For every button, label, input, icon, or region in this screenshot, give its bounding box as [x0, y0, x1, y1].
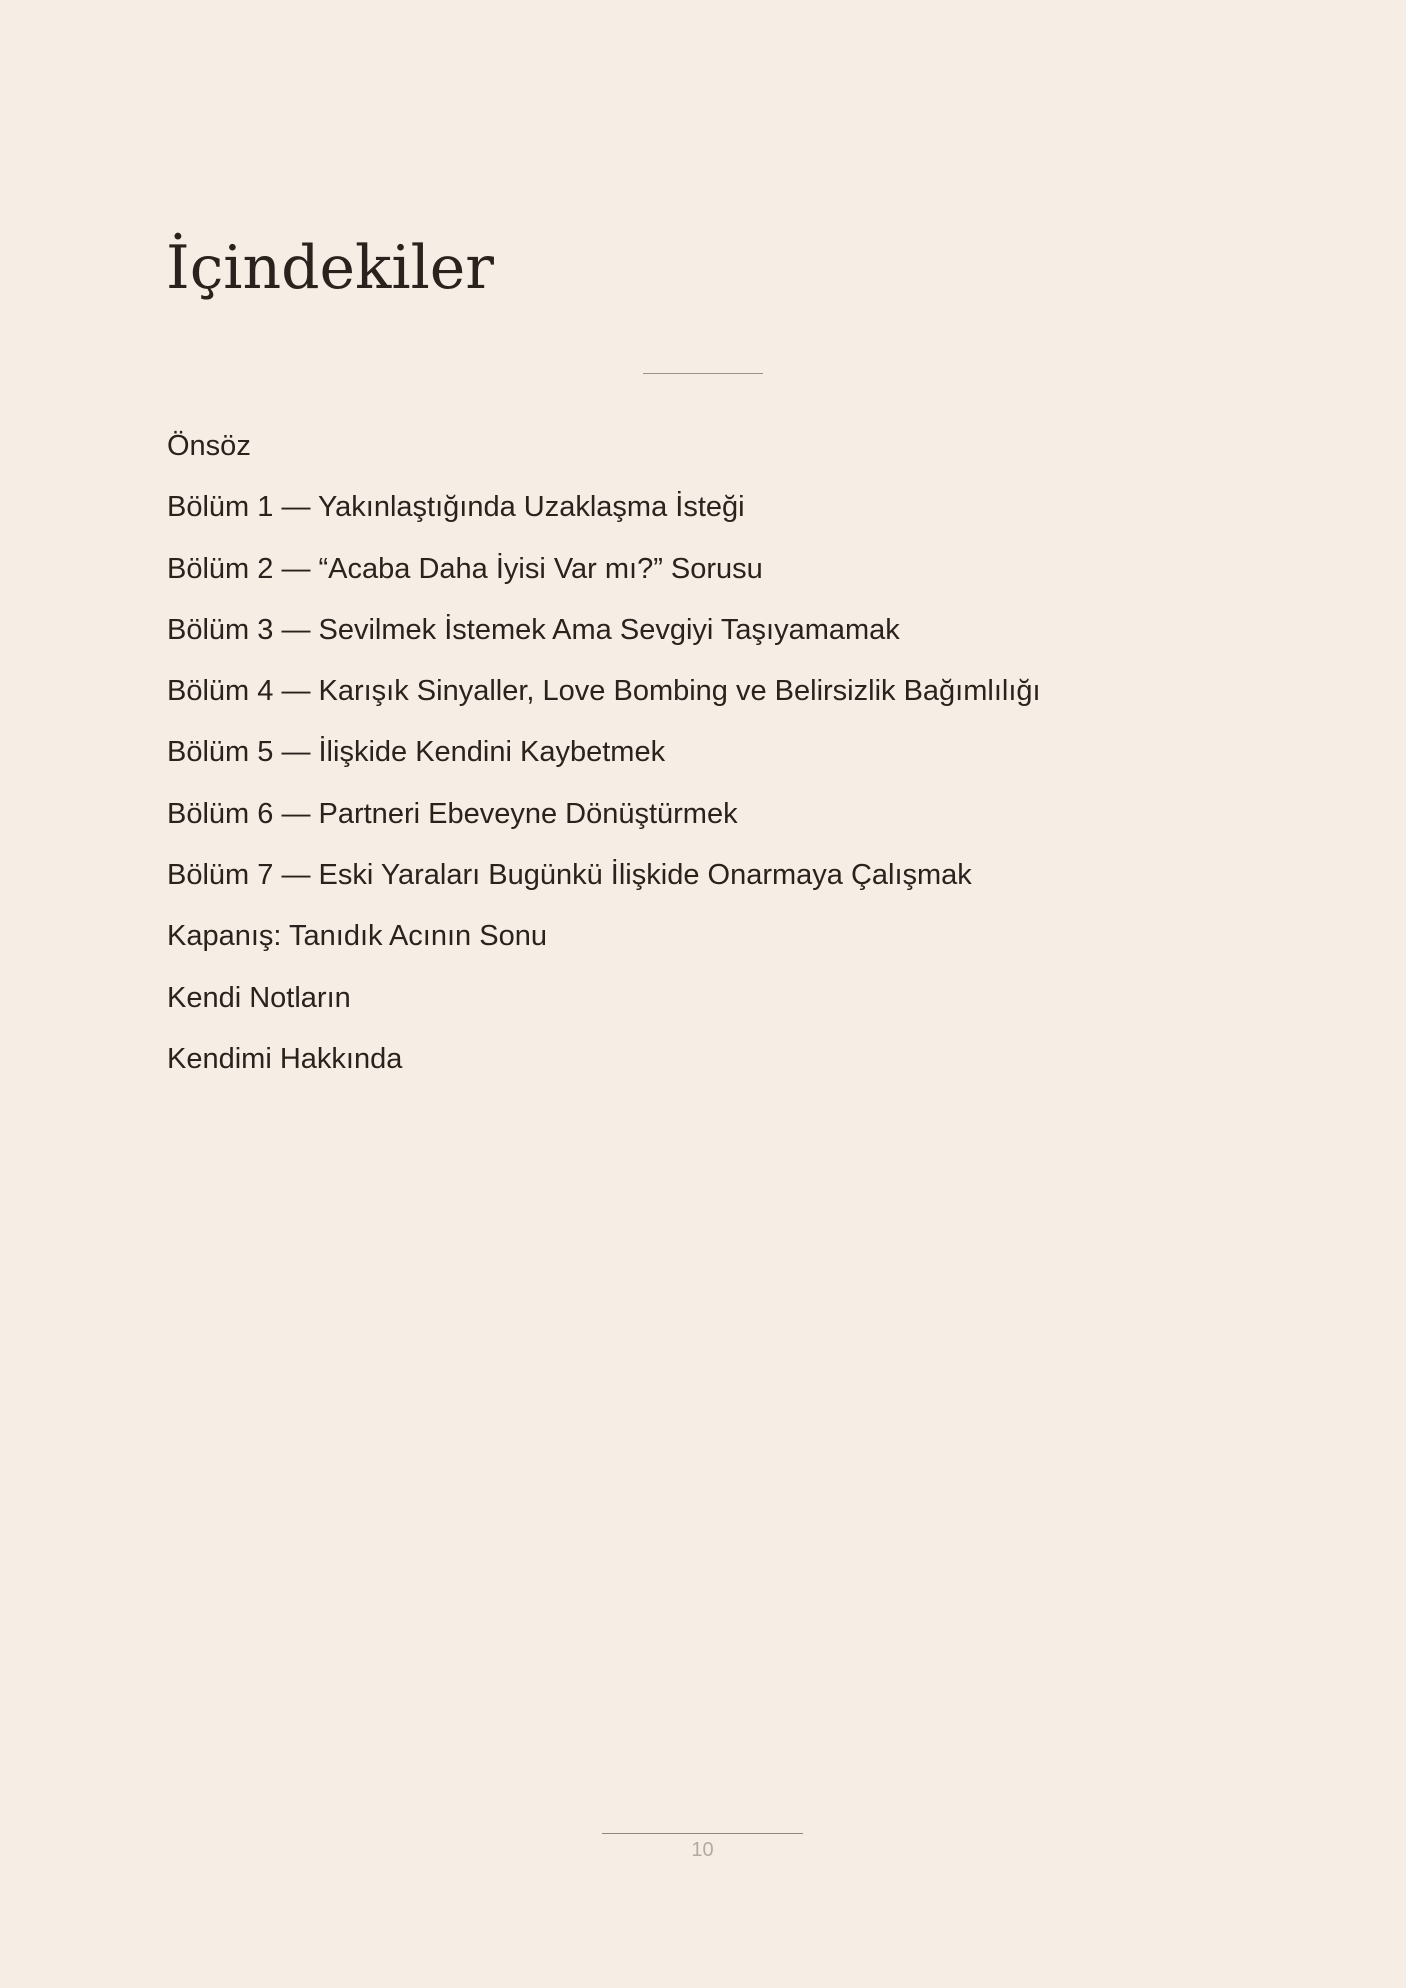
- toc-item-chapter-4[interactable]: Bölüm 4 — Karışık Sinyaller, Love Bombing ve Belirsizlik Bağımlılığı: [167, 675, 1041, 708]
- toc-item-chapter-6[interactable]: Bölüm 6 — Partneri Ebeveyne Dönüştürmek: [167, 797, 738, 830]
- table-of-contents: [167, 416, 1041, 1090]
- footer-divider: [602, 1833, 803, 1834]
- page-title: İçindekiler: [166, 233, 494, 303]
- toc-item-preface[interactable]: Önsöz: [167, 430, 251, 462]
- page-number: 10: [691, 1839, 714, 1861]
- toc-item-chapter-7[interactable]: Bölüm 7 — Eski Yaraları Bugünkü İlişkide Onarmaya Çalışmak: [167, 859, 972, 892]
- toc-item-closing[interactable]: Kapanış: Tanıdık Acının Sonu: [167, 920, 547, 953]
- title-divider: [643, 373, 763, 374]
- toc-item-chapter-2[interactable]: Bölüm 2 — “Acaba Daha İyisi Var mı?” Sorusu: [167, 552, 763, 585]
- toc-item-about[interactable]: Kendimi Hakkında: [167, 1042, 403, 1075]
- toc-item-chapter-1[interactable]: Bölüm 1 — Yakınlaştığında Uzaklaşma İsteği: [167, 491, 745, 524]
- toc-item-chapter-5[interactable]: Bölüm 5 — İlişkide Kendini Kaybetmek: [167, 736, 666, 769]
- toc-item-chapter-3[interactable]: Bölüm 3 — Sevilmek İstemek Ama Sevgiyi Taşıyamamak: [167, 613, 900, 646]
- toc-item-notes[interactable]: Kendi Notların: [167, 981, 351, 1014]
